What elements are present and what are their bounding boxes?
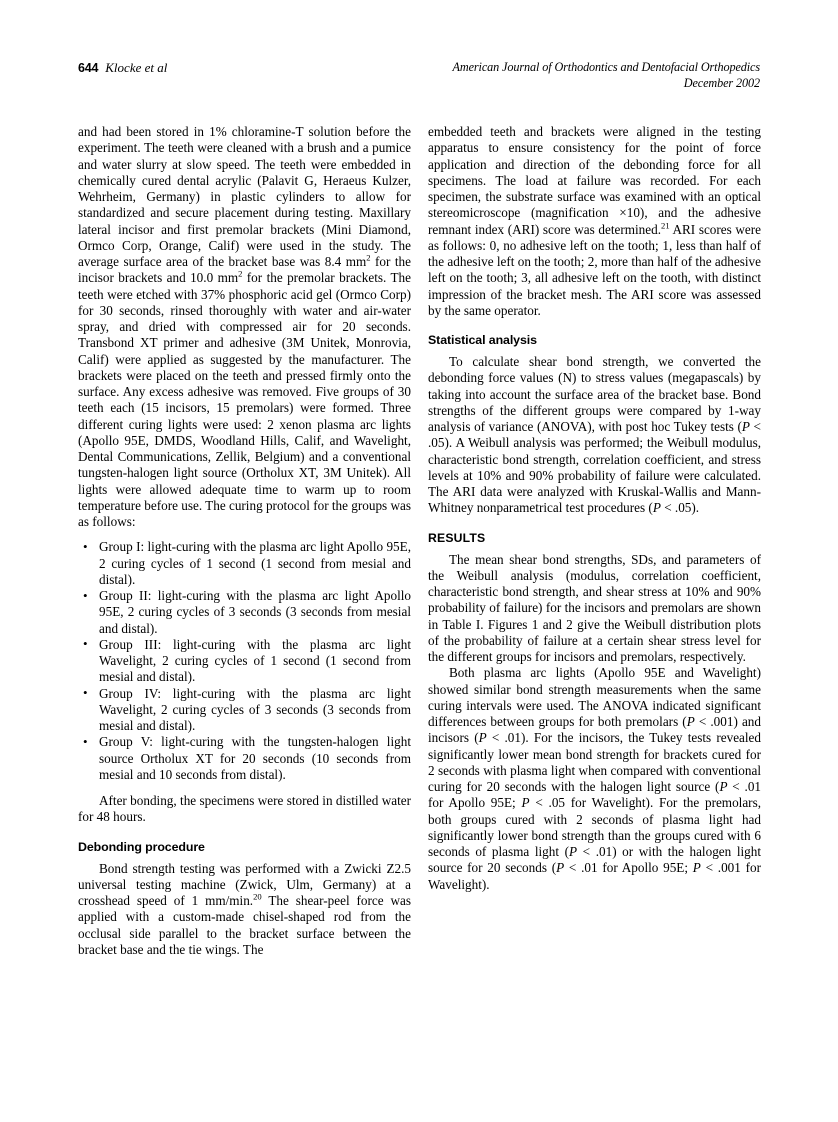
paragraph-results-comparison <box>428 665 761 893</box>
paragraph-text: embedded teeth and brackets were aligned in the testing apparatus to ensure consistency for the point of force application and direction of the debonding force for all specimens. The load at failure was recorded. For each specimen, the substrate surface was examined with an optical stereomicroscope (magnification ×10), and the adhesive remnant index (ARI) score was determined. <box>428 124 761 237</box>
running-head <box>78 60 760 100</box>
paragraph-text: < .001) and incisors ( <box>428 714 761 746</box>
paragraph-statistical-analysis <box>428 354 761 517</box>
running-head-authors: Klocke et al <box>105 60 168 75</box>
p-value-symbol: P <box>521 795 530 811</box>
p-value-symbol: P <box>569 844 578 859</box>
paragraph-text: < .001 for Wavelight). <box>428 860 761 892</box>
superscript-mm2-incisor: 2 <box>366 252 371 263</box>
paragraph-text: ARI scores were as follows: 0, no adhesive left on the tooth; 1, less than half of the adhesive left on the tooth; 2, more than half of the adhesive left on the tooth; 3, all adhesive left on the tooth, with distinct impression of the bracket mesh. The ARI score was assessed by the same operator. <box>428 221 762 318</box>
paragraph-text: < .01 for Apollo 95E; <box>564 860 693 876</box>
superscript-reference-20: 20 <box>253 891 262 902</box>
list-item: • Group II: light-curing with the plasma arc light Apollo 95E, 2 curing cycles of 3 seconds (3 seconds from mesial and distal). <box>82 588 411 637</box>
heading-debonding-procedure: Debonding procedure <box>78 839 205 854</box>
paragraph-after-bonding: After bonding, the specimens were stored in distilled water for 48 hours. <box>78 793 411 825</box>
paragraph-text: The shear-peel force was applied with a custom-made chisel-shaped rod from the occlusal side parallel to the bracket surface between the bracket base and the tie wings. The <box>78 893 411 957</box>
list-spacer <box>78 783 411 793</box>
paragraph-text: Bond strength testing was performed with a Zwicki Z2.5 universal testing machine (Zwick, Ulm, Germany) at a crosshead speed of 1 mm/min. <box>78 860 411 908</box>
paragraph-text: To calculate shear bond strength, we converted the debonding force values (N) to stress values (megapascals) by taking into account the surface area of the bracket base. Bond strengths of the different groups were compared by 1-way analysis of variance (ANOVA), with post hoc Tukey tests ( <box>428 354 761 434</box>
p-value-symbol: P <box>652 500 661 516</box>
paragraph-text: for the incisor brackets and 10.0 mm <box>78 254 411 286</box>
curing-protocol-list <box>78 539 411 783</box>
paragraph-debonding <box>78 861 411 959</box>
paragraph-text: < .05). A Weibull analysis was performed; the Weibull modulus, characteristic bond strength, correlation coefficient, and stress levels at 10% and 90% probability of failure were calculated. The ARI data were analyzed with Kruskal-Wallis and Mann-Whitney nonparametrical test procedures ( <box>428 419 761 516</box>
p-value-symbol: P <box>478 730 487 746</box>
list-item: • Group IV: light-curing with the plasma arc light Wavelight, 2 curing cycles of 3 seconds (3 seconds from mesial and distal). <box>82 686 411 735</box>
paragraph-text: and had been stored in 1% chloramine-T solution before the experiment. The teeth were cleaned with a brush and a pumice and water slurry at slow speed. The teeth were embedded in chemically cured dental acrylic (Palavit G, Heraeus Kulzer, Wehrheim, Germany) in plastic cylinders to allow for standardized and secure placement during testing. Maxillary lateral incisor and first premolar brackets (Mini Diamond, Ormco Corp, Orange, Calif) were used in the study. The average surface area of the bracket base was 8.4 mm <box>78 124 411 269</box>
paragraph-text: < .05 for Wavelight). For the premolars, both groups cured with 2 seconds of plasma light had significantly lower bond strength than the groups cured with 6 seconds of plasma light ( <box>428 795 761 859</box>
running-head-right <box>453 60 760 91</box>
superscript-reference-21: 21 <box>661 220 670 231</box>
journal-title: American Journal of Orthodontics and Dentofacial Orthopedics <box>452 60 760 74</box>
p-value-symbol: P <box>686 714 695 729</box>
right-column <box>428 124 761 893</box>
paragraph-text: < .05). <box>660 500 700 516</box>
superscript-mm2-premolar: 2 <box>238 268 243 279</box>
left-column <box>78 124 411 958</box>
heading-results: RESULTS <box>428 530 486 545</box>
list-item: • Group III: light-curing with the plasma arc light Wavelight, 2 curing cycles of 1 second (1 second from mesial and distal). <box>82 637 411 686</box>
heading-statistical-analysis: Statistical analysis <box>428 333 537 347</box>
p-value-symbol: P <box>741 419 750 434</box>
paragraph-results-overview: The mean shear bond strengths, SDs, and parameters of the Weibull analysis (modulus, correlation coefficient, characteristic bond strength, and shear stress at 10% and 90% probability of failure) for the incisors and premolars are shown in Table I. Figures 1 and 2 give the Weibull distribution plots of the probability of failure at a certain shear stress level for the different groups for incisors and premolars, respectively. <box>428 551 761 664</box>
paragraph-text: < .01). For the incisors, the Tukey tests revealed significantly lower mean bond strength for brackets cured for 2 seconds with plasma light when compared with conventional curing for 20 seconds with the halogen light source ( <box>428 730 762 794</box>
paragraph-text: for the premolar brackets. The teeth were etched with 37% phosphoric acid gel (Ormco Corp) for 30 seconds, rinsed thoroughly with water and air-water spray, and dried with compressed air for 20 seconds. Transbond XT primer and adhesive (3M Unitek, Monrovia, Calif) were applied as suggested by the manufacturer. The brackets were placed on the teeth and pressed firmly onto the surface. Any excess adhesive was removed. Five groups of 30 teeth each (15 incisors, 15 premolars) were formed. Three different curing lights were used: 2 xenon plasma arc lights (Apollo 95E, DMDS, Woodland Hills, Calif, and Wavelight, Dental Communications, Zellik, Belgium) and a conventional tungsten-halogen light source (Ortholux XT, 3M Unitek). All lights were allowed adequate time to warm up to room temperature before use. The curing protocol for the groups was as follows: <box>78 270 411 529</box>
running-head-left <box>78 60 167 76</box>
paragraph-text: < .01) or with the halogen light source for 20 seconds ( <box>428 844 761 876</box>
list-item: • Group V: light-curing with the tungsten-halogen light source Ortholux XT for 20 seconds (10 seconds from mesial and 10 seconds from distal). <box>82 734 411 783</box>
p-value-symbol: P <box>692 860 701 876</box>
p-value-symbol: P <box>556 860 565 876</box>
page-number: 644 <box>78 61 99 75</box>
p-value-symbol: P <box>719 779 728 794</box>
paragraph-text: Both plasma arc lights (Apollo 95E and Wavelight) showed similar bond strength measurements when the same curing intervals were used. The ANOVA indicated significant differences between groups for both premolars ( <box>428 665 761 729</box>
issue-date: December 2002 <box>683 75 760 90</box>
paragraph-ari-scoring <box>428 124 761 319</box>
paragraph-text: < .01 for Apollo 95E; <box>428 779 762 811</box>
list-item: • Group I: light-curing with the plasma arc light Apollo 95E, 2 curing cycles of 1 second (1 second from mesial and distal). <box>82 539 411 588</box>
paragraph-methods-continued <box>78 124 411 530</box>
